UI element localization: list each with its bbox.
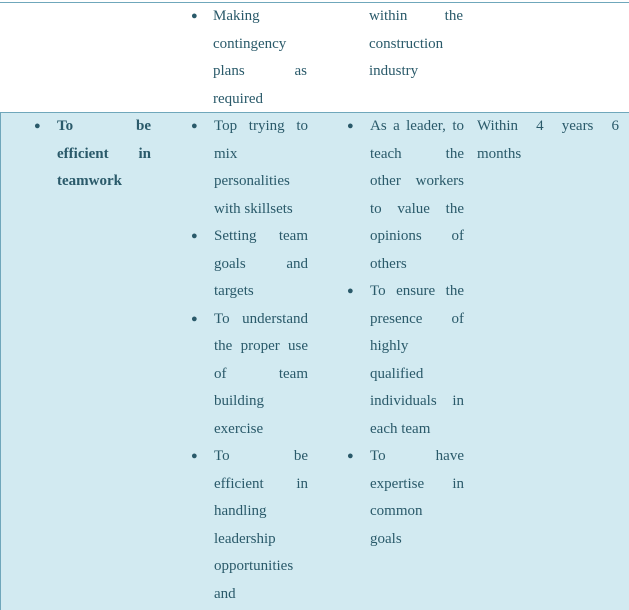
text-line: To ensure the	[370, 283, 464, 299]
text-line: others	[370, 255, 407, 272]
text-line: other workers	[370, 173, 464, 189]
text-line: required	[213, 90, 263, 107]
text-line: opinions of	[370, 228, 464, 244]
text-line: each team	[370, 420, 431, 437]
text-line: qualified	[370, 365, 424, 382]
bullet-icon: ●	[191, 230, 198, 242]
text-line: To have	[370, 448, 464, 464]
timeline-cell	[477, 113, 619, 168]
text-line: expertise in	[370, 475, 464, 492]
text-line: highly	[370, 338, 409, 354]
bullet-icon: ●	[191, 312, 198, 325]
text-line: industry	[369, 63, 419, 79]
list-item	[370, 443, 464, 553]
bullet-icon: ●	[191, 450, 198, 462]
list-item	[214, 443, 308, 608]
text-line: contingency	[213, 35, 287, 52]
text-line: construction	[369, 35, 444, 52]
text-line: Setting team	[214, 228, 308, 244]
text-line: building	[214, 393, 265, 409]
text-line: To be	[57, 118, 151, 134]
list-item	[214, 113, 308, 223]
text-line: to value the	[370, 200, 464, 217]
text-line: with skillsets	[214, 200, 293, 217]
text-line: As a leader, to	[370, 118, 464, 134]
text-line: individuals in	[370, 393, 464, 409]
text-line: mix	[214, 145, 238, 162]
text-line: targets	[214, 283, 254, 299]
text-line: exercise	[214, 420, 264, 437]
text-line: within the	[369, 8, 463, 24]
bullet-icon: ●	[191, 10, 198, 22]
text-line: presence of	[370, 310, 464, 327]
text-line: efficient in	[57, 145, 151, 162]
text-line: and	[214, 585, 236, 602]
bullet-icon: ●	[347, 285, 354, 297]
text-line: goals	[370, 530, 402, 547]
text-line: opportunities	[214, 558, 294, 574]
table-row-continuation	[0, 3, 629, 112]
bullet-icon: ●	[347, 120, 354, 132]
text-line: plans as	[213, 63, 307, 79]
text-line: teach the	[370, 145, 464, 162]
action-cell	[369, 3, 463, 86]
text-line: teamwork	[57, 173, 122, 189]
text-line: Top trying to	[214, 118, 308, 134]
bullet-icon: ●	[347, 450, 354, 462]
list-item	[214, 306, 308, 444]
text-line: leadership	[214, 530, 276, 547]
text-line: handling	[214, 503, 267, 519]
text-line: To be	[214, 448, 308, 464]
list-item	[370, 113, 464, 278]
list-item	[370, 278, 464, 443]
bullet-icon: ●	[34, 120, 41, 132]
table-row-teamwork	[0, 112, 629, 610]
text-line: efficient in	[214, 475, 308, 492]
list-item	[214, 223, 308, 306]
text-line: of team	[214, 365, 308, 382]
text-line: Within 4 years 6	[477, 118, 619, 134]
text-line: goals and	[214, 255, 308, 272]
text-line: Making	[213, 8, 260, 24]
text-line: To understand	[214, 310, 308, 327]
text-line: personalities	[214, 173, 290, 189]
text-line: the proper use	[214, 338, 308, 354]
text-line: months	[477, 145, 522, 162]
bullet-icon: ●	[191, 120, 198, 132]
text-line: common	[370, 503, 423, 519]
